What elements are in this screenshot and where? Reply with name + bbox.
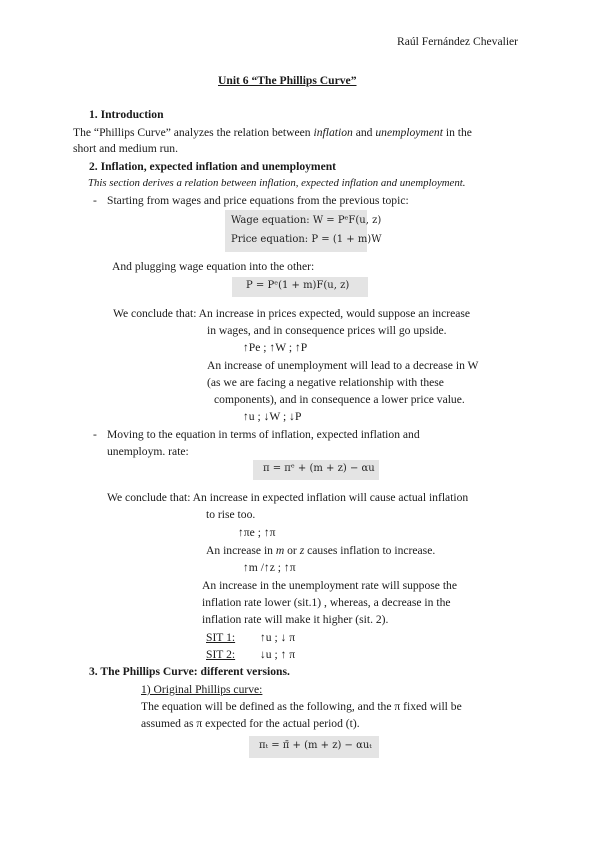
conclusion-5-line-3: inflation rate will make it higher (sit. 2). [202, 613, 389, 626]
conclusion-4-arrows: ↑m /↑z ; ↑π [243, 561, 296, 574]
conclusion-2-line-2: (as we are facing a negative relationship with these [207, 376, 444, 389]
section-1-heading: 1. Introduction [89, 108, 164, 121]
conclusion-3-arrows: ↑πe ; ↑π [238, 526, 276, 539]
page-title: Unit 6 “The Phillips Curve” [218, 74, 357, 87]
original-phillips-equation-box [249, 736, 379, 758]
sit-1-value: ↑u ; ↓ π [260, 631, 296, 644]
sit-2-label: SIT 2: [206, 648, 236, 661]
wage-price-equations-box [225, 210, 382, 252]
conclusion-2-line-3: components), and in consequence a lower price value. [214, 393, 465, 406]
intro-paragraph-line-2: short and medium run. [73, 142, 178, 155]
sit-2-value: ↓u ; ↑ π [260, 648, 296, 661]
wage-equation: Wage equation: W = PᵉF(u, z) [231, 215, 382, 226]
conclusion-1-arrows: ↑Pe ; ↑W ; ↑P [243, 341, 308, 354]
conclusion-5-line-1: An increase in the unemployment rate will suppose the [202, 579, 457, 592]
section-2-intro: This section derives a relation between inflation, expected inflation and unemployment. [88, 177, 466, 189]
conclusion-3-line-1: We conclude that: An increase in expected inflation will cause actual inflation [107, 491, 469, 504]
bullet-1-text: Starting from wages and price equations from the previous topic: [107, 194, 409, 207]
bullet-dash-1: - [93, 194, 97, 207]
bullet-dash-2: - [93, 428, 97, 441]
conclusion-4-text: An increase in m or z causes inflation to increase. [206, 544, 436, 557]
bullet-2-line-2: unemploym. rate: [107, 445, 189, 458]
price-equation: Price equation: P = (1 + m)W [231, 234, 382, 245]
inflation-equation-box [253, 460, 379, 480]
conclusion-3-line-2: to rise too. [206, 508, 256, 521]
inflation-equation: π = πᵉ + (m + z) − αu [263, 463, 375, 474]
sit-1-label: SIT 1: [206, 631, 236, 644]
conclusion-5-line-2: inflation rate lower (sit.1) , whereas, a decrease in the [202, 596, 451, 609]
section-3-paragraph-line-2: assumed as π expected for the actual period (t). [141, 717, 360, 730]
bullet-2-line-1: Moving to the equation in terms of inflation, expected inflation and [107, 428, 420, 441]
section-2-heading: 2. Inflation, expected inflation and unemployment [89, 160, 337, 173]
plugged-equation: P = Pᵉ(1 + m)F(u, z) [246, 280, 350, 291]
conclusion-2-arrows: ↑u ; ↓W ; ↓P [243, 410, 302, 423]
section-3-subheading: 1) Original Phillips curve: [141, 683, 263, 696]
plugging-text: And plugging wage equation into the other: [112, 260, 315, 273]
intro-paragraph-line-1: The “Phillips Curve” analyzes the relation between inflation and unemployment in the [73, 126, 472, 139]
author-name: Raúl Fernández Chevalier [397, 35, 519, 48]
conclusion-1-line-1: We conclude that: An increase in prices expected, would suppose an increase [113, 307, 471, 320]
section-3-paragraph-line-1: The equation will be defined as the following, and the π fixed will be [141, 700, 462, 713]
section-3-heading: 3. The Phillips Curve: different versions. [89, 665, 290, 678]
plugged-equation-box [232, 277, 368, 297]
original-phillips-equation: πₜ = π̄ + (m + z) − αuₜ [259, 740, 372, 751]
conclusion-2-line-1: An increase of unemployment will lead to a decrease in W [207, 359, 479, 372]
conclusion-1-line-2: in wages, and in consequence prices will go upside. [207, 324, 447, 337]
